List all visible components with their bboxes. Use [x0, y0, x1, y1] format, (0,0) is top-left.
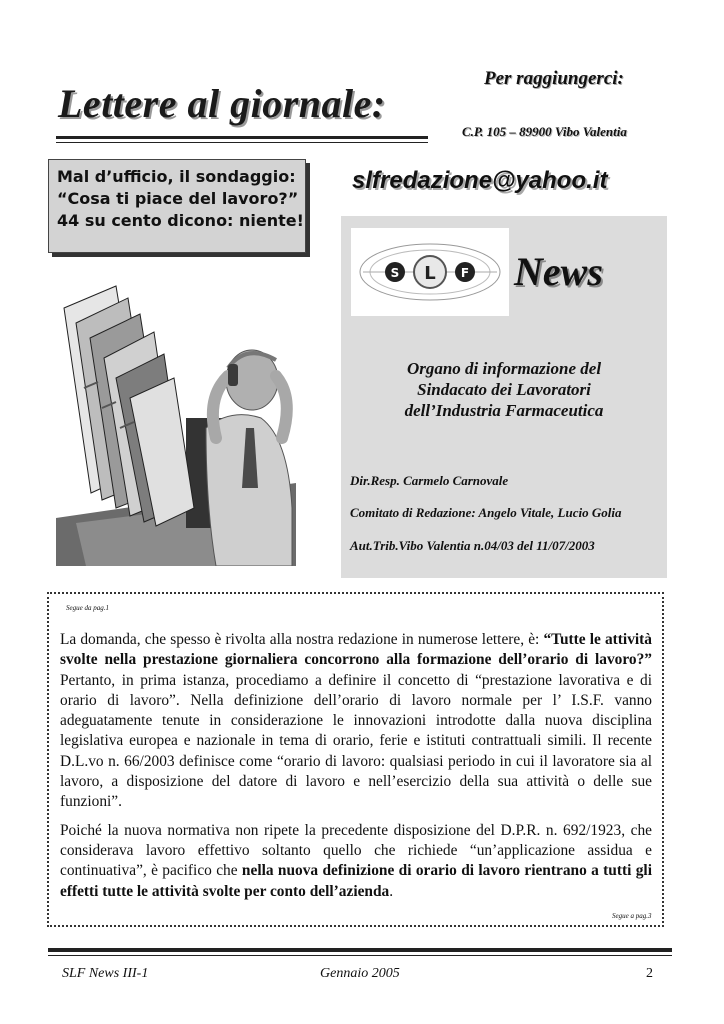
article-emphasis-conclusion: nella nuova definizione di orario di lavoro rientrano a tutti gli effetti tutte le attività svolte per conto dell’azienda: [60, 862, 652, 900]
footer-date: Gennaio 2005: [320, 966, 400, 981]
article-paragraph-1: La domanda, che spesso è rivolta alla nostra redazione in numerose lettere, è: “Tutte le attività svolte nella prestazione giornaliera concorrono alla formazione dell’orario di lavoro?” Pertanto, in prima istanza, procediamo a definire il concetto di “prestazione lavorativa e di orario di lavoro”. Nella definizione dell’orario di lavoro normale per l’ I.S.F. vanno adeguatamente tenute in considerazione le innovazioni introdotte dalla nuova disciplina legislativa europea e nazionale in tema di orario, ferie e istituti contrattuali simili. Il recente D.L.vo n. 66/2003 definisce come “orario di lavoro: qualsiasi periodo in cui il lavoratore sia al lavoro, a disposizione del datore di lavoro e nell’esercizio della sua attività o delle sue funzioni”.: [60, 631, 652, 811]
page-title: Lettere al giornale:: [58, 81, 386, 126]
footer-rule: [48, 948, 672, 952]
organ-description: [341, 358, 667, 421]
continued-to-note: Segue a pag.3: [612, 912, 652, 920]
logo-letter-s: S: [390, 266, 400, 280]
organ-line-3: dell’Industria Farmaceutica: [404, 401, 604, 420]
page-number: 2: [646, 966, 653, 981]
logo-letter-f: F: [460, 266, 470, 280]
slf-logo: [351, 228, 509, 316]
contact-address: C.P. 105 – 89900 Vibo Valentia: [462, 124, 627, 139]
footer-rule-thin: [48, 955, 672, 956]
headline-line-3: 44 su cento dicono: niente!: [57, 211, 304, 230]
court-authorization: Aut.Trib.Vibo Valentia n.04/03 del 11/07/2003: [350, 538, 595, 553]
article-emphasis-question: “Tutte le attività svolte nella prestazione giornaliera concorrono alla formazione dell’orario di lavoro?”: [60, 631, 652, 669]
headline-box: [48, 159, 306, 253]
title-rule-thin: [56, 142, 428, 143]
contact-heading: Per raggiungerci:: [484, 68, 624, 89]
continued-from-note: Segue da pag.1: [66, 604, 109, 612]
news-wordmark: News: [514, 249, 603, 294]
office-worker-photo: [56, 268, 296, 566]
article-body: [60, 630, 652, 910]
article-paragraph-2: Poiché la nuova normativa non ripete la precedente disposizione del D.P.R. n. 692/1923, che considerava lavoro effettivo soltanto quello che richiede “un’applicazione assidua e continuativa”, è pacifico che nella nuova definizione di orario di lavoro rientrano a tutti gli effetti tutte le attività svolte per conto dell’azienda.: [60, 821, 652, 900]
title-rule: [56, 136, 428, 139]
headline-line-2: “Cosa ti piace del lavoro?”: [57, 189, 299, 208]
headline-line-1: Mal d’ufficio, il sondaggio:: [57, 167, 296, 186]
slf-logo-icon: [351, 228, 509, 316]
organ-line-1: Organo di informazione del: [406, 359, 602, 378]
email-link[interactable]: slfredazione@yahoo.it: [352, 167, 608, 194]
logo-letter-l: L: [424, 263, 436, 284]
organ-line-2: Sindacato dei Lavoratori: [417, 380, 591, 399]
director-credit: Dir.Resp. Carmelo Carnovale: [350, 473, 509, 488]
editorial-committee: Comitato di Redazione: Angelo Vitale, Lucio Golia: [350, 505, 622, 520]
footer-publication: SLF News III-1: [62, 966, 149, 981]
